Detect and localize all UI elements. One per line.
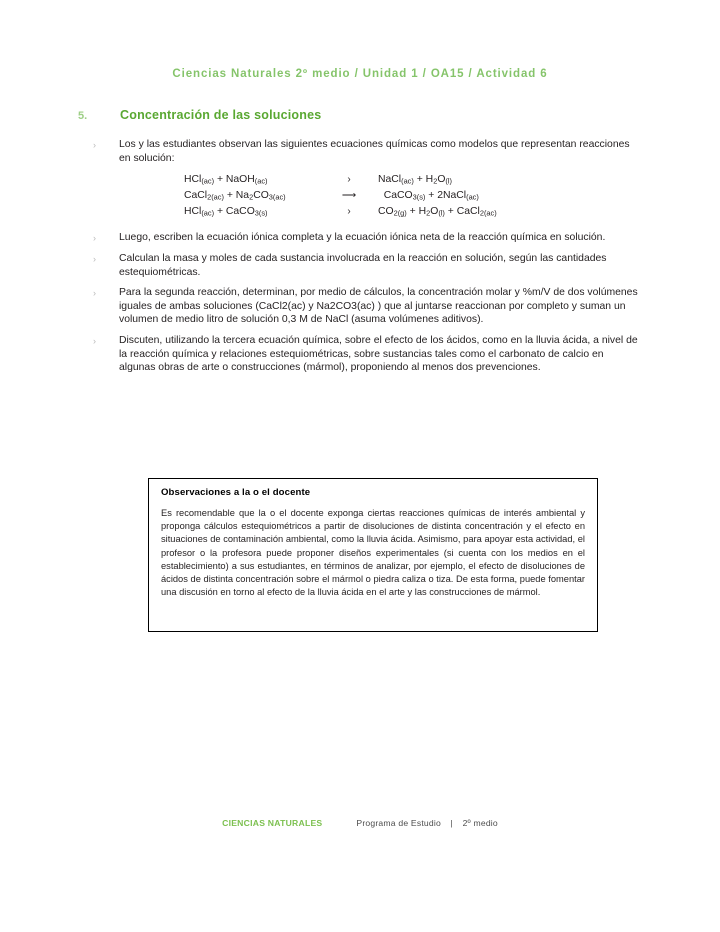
activity-text: Calculan la masa y moles de cada sustancia involucrada en la reacción en solución, según las cantidades estequiométricas. [119, 253, 607, 278]
list-item [93, 334, 638, 375]
section-heading [78, 108, 638, 122]
equation-reactants: HCl$_{(ac)}$ + NaOH$_{(ac)}$ [184, 174, 268, 186]
footer-subject-label: CIENCIAS NATURALES [222, 818, 323, 828]
equation-row [184, 173, 638, 189]
list-item [93, 252, 638, 279]
page-title: Concentración de las soluciones [120, 108, 322, 122]
observations-title: Observaciones a la o el docente [161, 487, 311, 498]
footer-level-label: 2º medio [462, 818, 498, 828]
equation-products: $CO_{2(g)} + H_2O_{(l)}$ + CaCl$_{2(ac)}$ [378, 206, 497, 219]
document-breadcrumb-header: Ciencias Naturales 2º medio / Unidad 1 / OA15 / Actividad 6 [172, 68, 548, 80]
bullet-icon: › [93, 140, 96, 150]
list-item [93, 231, 638, 246]
footer-separator: | [450, 818, 453, 828]
section-number: 5. [78, 110, 88, 122]
footer-meta [356, 818, 497, 828]
equation-row [184, 205, 638, 221]
bullet-icon: › [93, 254, 96, 265]
activity-text: Para la segunda reacción, determinan, por medio de cálculos, la concentración molar y %m/V de dos volúmenes iguales de ambas soluciones (CaCl2(ac) y Na2CO3(ac) ) que al juntarse reaccionan por completo y suman un volumen de medio litro de solución 0,3 M de NaCl (asuma volúmenes aditivos). [119, 287, 638, 326]
reaction-arrow-icon: › [347, 174, 351, 186]
equation-reactants: CaCl$_{2(ac)}$ + $Na_2CO_{3(ac)}$ [184, 190, 286, 202]
equation-reactants: HCl$_{(ac)}$ + CaCO$_{3(s)}$ [184, 206, 268, 219]
activity-text: Luego, escriben la ecuación iónica completa y la ecuación iónica neta de la reacción química en solución. [119, 231, 606, 243]
activity-text: Discuten, utilizando la tercera ecuación química, sobre el efecto de los ácidos, como en la lluvia ácida, a nivel de la reacción química y relaciones estequiométricas, sobre sustancias tales como el carbonato de calcio en algunas obras de arte o construcciones (mármol), proponiendo al menos dos prevenciones. [119, 335, 638, 374]
bullet-icon: › [93, 288, 96, 299]
bullet-icon: › [93, 336, 96, 347]
reaction-arrow-icon: ⟶ [341, 190, 357, 202]
list-item [93, 138, 638, 165]
equation-products: CaCO$_{3(s)}$ + 2NaCl$_{(ac)}$ [378, 190, 479, 202]
reaction-arrow-icon: › [347, 206, 351, 218]
equation-row [184, 189, 638, 205]
activity-text: Los y las estudiantes observan las siguientes ecuaciones químicas como modelos que representan reacciones en solución: [119, 139, 630, 164]
footer-program-label: Programa de Estudio [356, 818, 441, 828]
page-footer [0, 818, 720, 828]
list-item [93, 286, 638, 327]
observations-text: Es recomendable que la o el docente exponga ciertas reacciones químicas de interés ambiental y proponga cálculos estequiométricos a partir de disoluciones de distinta concentración y el efecto en situaciones de contaminación ambiental, como la lluvia ácida. Asimismo, para apoyar esta actividad, el profesor o la profesora puede proponer diseños experimentales (si cuenta con los medios en el establecimiento) a sus estudiantes, en términos de analizar, por ejemplo, el efecto de disoluciones de ácidos de distinta concentración sobre el mármol o piedra caliza o tiza. De esta forma, puede fomentar una discusión en torno al efecto de la lluvia ácida en el arte y las construcciones de mármol. [161, 508, 585, 598]
chemical-equations-block [93, 173, 638, 221]
activity-list [93, 138, 638, 382]
teacher-observations-box [148, 478, 598, 632]
bullet-icon: › [93, 232, 96, 243]
equation-products: NaCl$_{(ac)}$ + $H_2O_{(l)}$ [378, 174, 452, 186]
